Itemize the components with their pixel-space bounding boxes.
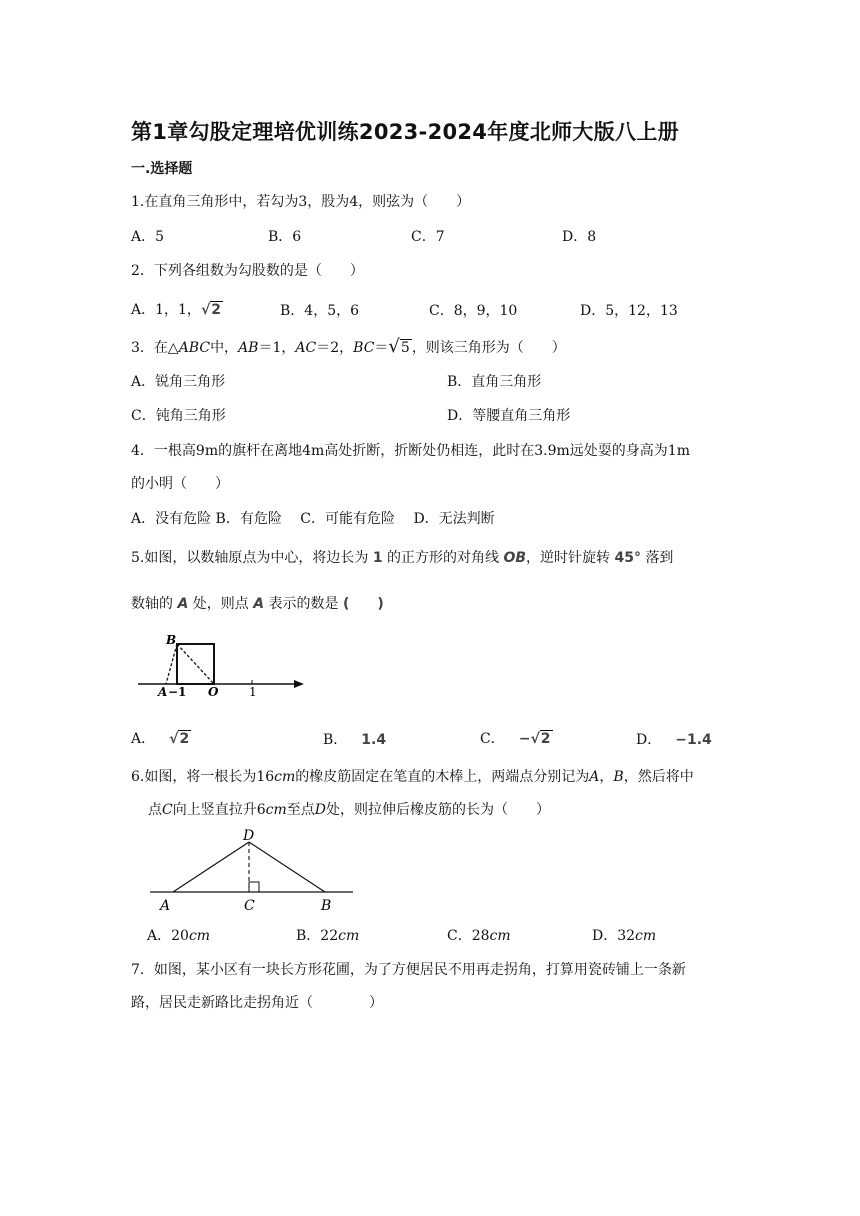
label-a: A [160, 898, 171, 914]
q2-option-a [131, 299, 223, 319]
question-3-text [131, 336, 566, 357]
question-7-line1: 7．如图，某小区有一块长方形花圃，为了方便居民不用再走拐角，打算用瓷砖铺上一条新 [131, 962, 686, 978]
side-ab: AB [238, 340, 259, 356]
q6-text-part: 至点 [286, 802, 315, 818]
q6-text-part: 处，则拉伸后橡皮筋的长为（ ） [326, 802, 550, 818]
rotated-arc-line [166, 644, 177, 684]
point-d: D [314, 802, 326, 818]
q2-option-a-prefix: A．1，1， [131, 302, 201, 318]
point-a: A [589, 769, 600, 785]
q3-text-part: ＝1， [258, 340, 296, 356]
unit-cm: cm [274, 769, 296, 785]
q6-text-part: 的橡皮筋固定在笔直的木棒上，两端点分别记为 [295, 769, 590, 785]
q5-option-d [636, 729, 712, 749]
label-a: A [158, 685, 168, 699]
q5-option-a-radicand: 2 [179, 731, 190, 747]
label-b: B [321, 898, 332, 914]
axis-arrow [294, 680, 304, 688]
sqrt-symbol: √2 [530, 731, 551, 747]
side-ac: AC [295, 340, 317, 356]
q2-option-b: B．4，5，6 [280, 303, 360, 319]
point-b: B [613, 769, 624, 785]
q5-option-c [480, 728, 553, 748]
label-b: B [166, 633, 177, 647]
q3-text-part: 3．在△ [131, 340, 179, 356]
q5-option-a [131, 728, 191, 748]
q5-diagonal-ob: OB [503, 550, 527, 566]
band-right [249, 842, 325, 892]
question-2-text: 2．下列各组数为勾股数的是（ ） [131, 263, 364, 279]
q1-option-a: A．5 [131, 229, 165, 245]
q6-text-part: 向上竖直拉升6 [172, 802, 266, 818]
question-7-line2: 路，居民走新路比走拐角近（ ） [131, 995, 383, 1011]
q3-radicand: 5 [400, 340, 410, 356]
q3-option-b: B．直角三角形 [447, 374, 542, 390]
q6-text-part: 点 [148, 802, 162, 818]
q2-option-a-radicand: 2 [211, 302, 222, 318]
q5-text-part: 表示的数是 [268, 596, 339, 612]
q6-text-part: ，然后将中 [623, 769, 694, 785]
triangle-name: ABC [178, 340, 211, 356]
option-label: C． [480, 731, 505, 747]
section-heading: 一.选择题 [131, 161, 193, 177]
rubber-band-figure [140, 826, 365, 918]
q3-text-part: ＝2， [316, 340, 354, 356]
option-label: B．22 [296, 928, 339, 944]
question-6-line1 [131, 766, 694, 786]
q5-option-c-radicand: 2 [540, 731, 551, 747]
option-label: D．32 [592, 928, 636, 944]
option-label: A． [131, 731, 156, 747]
label-o: O [208, 685, 219, 699]
sqrt-symbol: √2 [169, 731, 190, 747]
diagonal-ob [177, 644, 214, 684]
q6-option-d [592, 925, 656, 945]
q5-text-part: ，逆时针旋转 [526, 550, 611, 566]
q6-text-part: ， [599, 769, 614, 785]
q3-text-part: ，则该三角形为（ ） [411, 340, 566, 356]
option-label: C．28 [447, 928, 490, 944]
q5-text-part: 落到 [645, 550, 674, 566]
q5-text-part: 的正方形的对角线 [387, 550, 500, 566]
q6-option-b [296, 925, 359, 945]
q1-option-b: B．6 [268, 229, 302, 245]
page-title: 第1章勾股定理培优训练2023-2024年度北师大版八上册 [131, 120, 679, 144]
unit-cm: cm [338, 928, 360, 944]
q5-angle: 45° [614, 550, 641, 566]
q6-option-c [447, 925, 511, 945]
question-5-line2 [131, 593, 384, 613]
q1-option-c: C．7 [411, 229, 445, 245]
point-c: C [162, 802, 173, 818]
q5-point-a: A [177, 596, 189, 612]
q3-text-part: ＝ [374, 340, 389, 356]
side-bc: BC [353, 340, 375, 356]
q2-option-c: C．8，9，10 [429, 303, 518, 319]
unit-cm: cm [489, 928, 511, 944]
q5-option-d-value: −1.4 [675, 732, 712, 748]
question-1-text: 1.在直角三角形中，若勾为3，股为4，则弦为（ ） [131, 194, 471, 210]
q5-text-part: 处，则点 [192, 596, 249, 612]
q6-option-a [147, 925, 210, 945]
q6-text-part: 6.如图，将一根长为16 [131, 769, 275, 785]
q5-text-part: 数轴的 [131, 596, 173, 612]
question-4-line2: 的小明（ ） [131, 476, 229, 492]
label-one: 1 [249, 685, 257, 699]
option-label: B． [323, 732, 348, 748]
q5-option-b-value: 1.4 [361, 732, 387, 748]
unit-cm: cm [635, 928, 657, 944]
question-4-line1: 4．一根高9m的旗杆在离地4m高处折断，折断处仍相连，此时在3.9m远处耍的身高为1m [131, 443, 690, 459]
number-line-figure [130, 630, 310, 700]
q5-number-one: 1 [372, 550, 383, 566]
label-minus-one: −1 [168, 685, 187, 699]
option-label: A．20 [147, 928, 189, 944]
sqrt-symbol: √2 [200, 302, 222, 318]
q3-option-d: D．等腰直角三角形 [447, 408, 571, 424]
q4-options: A．没有危险 B．有危险 C．可能有危险 D．无法判断 [131, 511, 495, 527]
right-angle-mark [249, 882, 259, 892]
q5-answer-paren: ( ) [342, 596, 384, 612]
q3-option-a: A．锐角三角形 [131, 374, 226, 390]
q3-text-part: 中， [210, 340, 239, 356]
unit-cm: cm [188, 928, 211, 944]
q3-option-c: C．钝角三角形 [131, 408, 226, 424]
label-c: C [244, 898, 255, 914]
question-6-line2 [148, 799, 550, 819]
unit-cm: cm [265, 802, 287, 818]
q5-text-part: 5.如图，以数轴原点为中心，将边长为 [131, 550, 369, 566]
sqrt-symbol: √ [388, 336, 400, 357]
question-5-line1 [131, 547, 673, 567]
q5-point-a: A [253, 596, 265, 612]
option-label: D． [636, 732, 662, 748]
q2-option-d: D．5，12，13 [580, 303, 678, 319]
band-left [173, 842, 249, 892]
minus-sign: − [518, 731, 531, 747]
label-d: D [243, 828, 255, 844]
q1-option-d: D．8 [562, 229, 597, 245]
q5-option-b [323, 729, 386, 749]
